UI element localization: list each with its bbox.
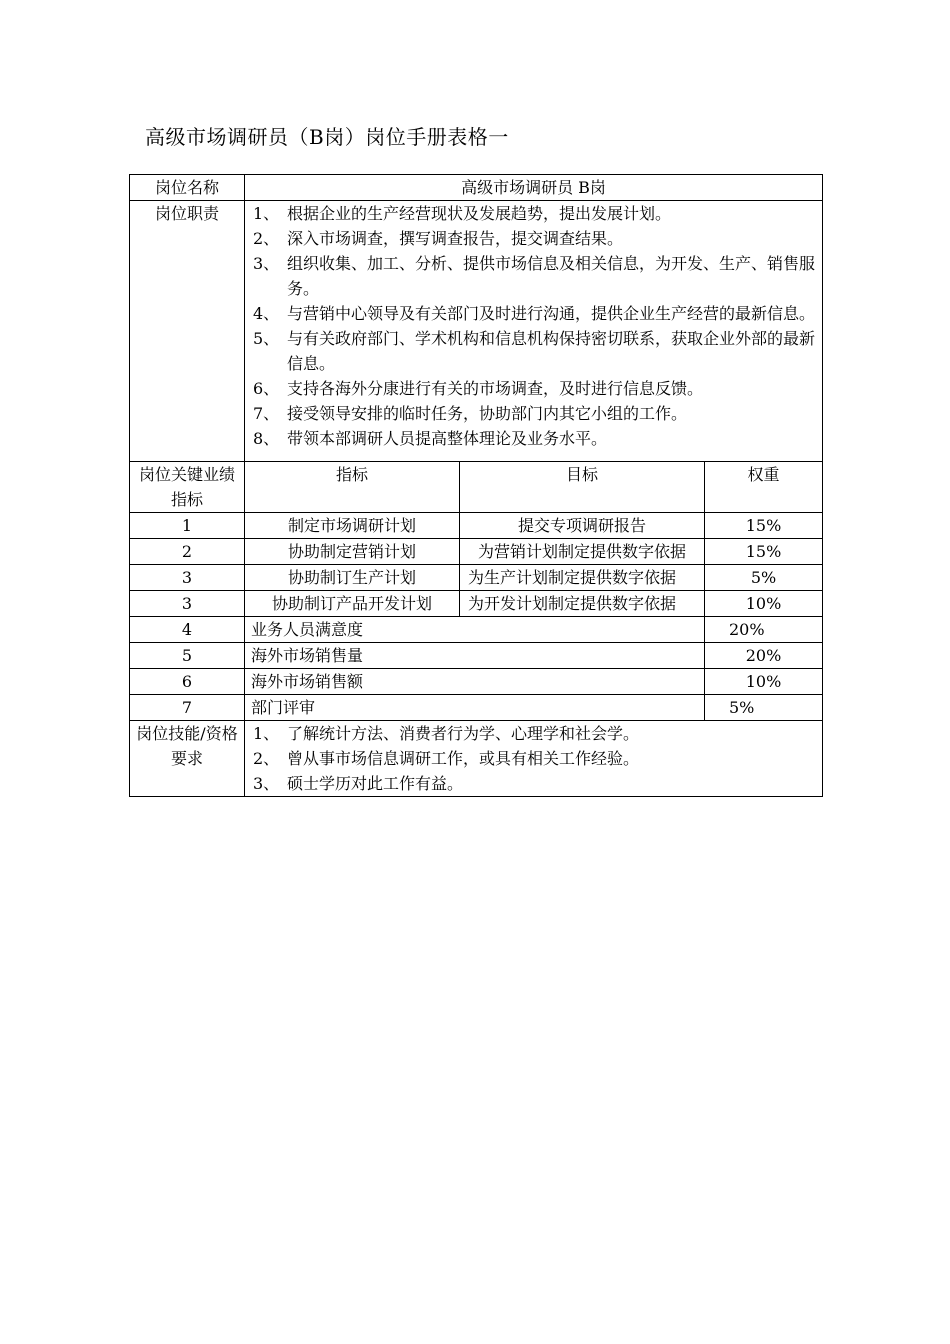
duties-cell [245,201,823,462]
list-item: 8、 带领本部调研人员提高整体理论及业务水平。 [253,429,608,448]
position-name-label: 岗位名称 [130,175,245,201]
kpi-indicator: 制定市场调研计划 [245,513,460,539]
skills-cell [245,721,823,797]
list-item: 5、 与有关政府部门、学术机构和信息机构保持密切联系，获取企业外部的最新信息。 [253,329,816,373]
kpi-header-row [130,462,823,513]
list-item: 3、 硕士学历对此工作有益。 [253,774,464,793]
table-row [130,565,823,591]
duties-list [249,201,818,461]
list-item: 1、 根据企业的生产经营现状及发展趋势，提出发展计划。 [253,204,672,223]
table-row [130,539,823,565]
job-manual-table [129,174,823,797]
list-item: 1、 了解统计方法、消费者行为学、心理学和社会学。 [253,724,640,743]
kpi-indicator: 协助制订产品开发计划 [245,591,460,617]
kpi-no: 3 [130,565,245,591]
table-row [130,617,823,643]
position-name-value: 高级市场调研员 B岗 [245,175,823,201]
list-item: 2、 深入市场调查，撰写调查报告，提交调查结果。 [253,229,624,248]
kpi-indicator: 协助制定营销计划 [245,539,460,565]
kpi-weight: 5% [705,695,823,721]
kpi-indicator: 业务人员满意度 [245,617,705,643]
kpi-weight: 15% [705,539,823,565]
kpi-target: 为开发计划制定提供数字依据 [460,591,705,617]
kpi-no: 6 [130,669,245,695]
kpi-weight: 10% [705,591,823,617]
skills-list [249,721,818,796]
kpi-header-indicator: 指标 [245,462,460,513]
kpi-no: 3 [130,591,245,617]
duties-label: 岗位职责 [130,201,245,462]
list-item: 7、 接受领导安排的临时任务，协助部门内其它小组的工作。 [253,404,688,423]
skills-row [130,721,823,797]
table-row [130,513,823,539]
kpi-label: 岗位关键业绩指标 [130,462,245,513]
kpi-no: 4 [130,617,245,643]
list-item: 2、 曾从事市场信息调研工作，或具有相关工作经验。 [253,749,640,768]
kpi-weight: 20% [705,643,823,669]
kpi-no: 7 [130,695,245,721]
kpi-header-target: 目标 [460,462,705,513]
kpi-weight: 10% [705,669,823,695]
kpi-no: 5 [130,643,245,669]
list-item: 3、 组织收集、加工、分析、提供市场信息及相关信息，为开发、生产、销售服务。 [253,254,816,298]
kpi-target: 为生产计划制定提供数字依据 [460,565,705,591]
table-row [130,591,823,617]
table-row [130,643,823,669]
kpi-weight: 15% [705,513,823,539]
list-item: 4、 与营销中心领导及有关部门及时进行沟通，提供企业生产经营的最新信息。 [253,304,816,323]
kpi-no: 1 [130,513,245,539]
kpi-weight: 20% [705,617,823,643]
duties-row [130,201,823,462]
kpi-target: 为营销计划制定提供数字依据 [460,539,705,565]
kpi-header-weight: 权重 [705,462,823,513]
list-item: 6、 支持各海外分康进行有关的市场调查，及时进行信息反馈。 [253,379,704,398]
kpi-indicator: 海外市场销售量 [245,643,705,669]
table-row [130,695,823,721]
position-name-row [130,175,823,201]
page-title: 高级市场调研员（B岗）岗位手册表格一 [145,125,509,149]
kpi-indicator: 海外市场销售额 [245,669,705,695]
table-row [130,669,823,695]
kpi-no: 2 [130,539,245,565]
kpi-weight: 5% [705,565,823,591]
skills-label: 岗位技能/资格要求 [130,721,245,797]
kpi-indicator: 协助制订生产计划 [245,565,460,591]
kpi-target: 提交专项调研报告 [460,513,705,539]
kpi-indicator: 部门评审 [245,695,705,721]
